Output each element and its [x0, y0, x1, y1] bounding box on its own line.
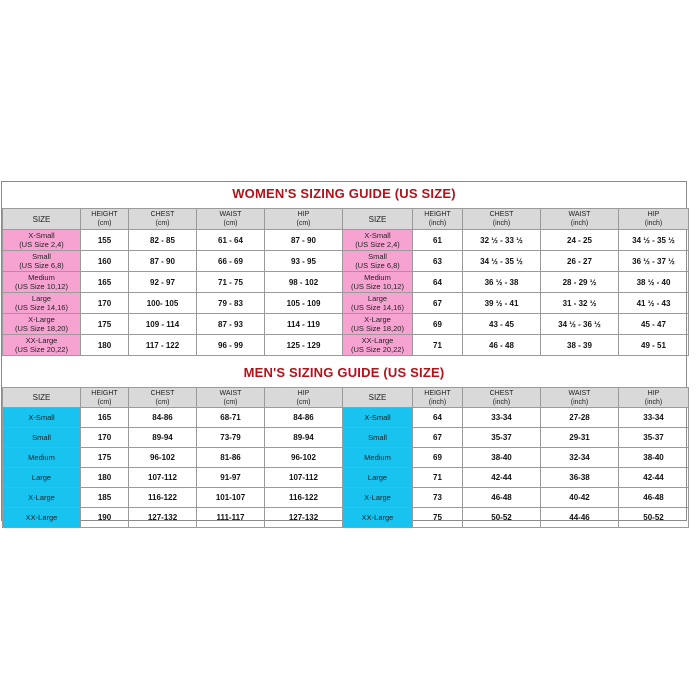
- hip-in-cell: 49 - 51: [619, 335, 689, 356]
- height-cm-cell: 155: [81, 230, 129, 251]
- womens-sizing-table: [2, 208, 689, 356]
- waist-cm-cell: 73-79: [197, 428, 265, 448]
- size-label: Large: [3, 468, 81, 488]
- waist-cm-cell: 87 - 93: [197, 314, 265, 335]
- hip-in-cell: 36 ½ - 37 ½: [619, 251, 689, 272]
- waist-cm-cell: 96 - 99: [197, 335, 265, 356]
- col-header-size-2: SIZE: [343, 209, 413, 230]
- col-header-waist-in: WAIST (inch): [541, 209, 619, 230]
- col-header-waist-cm: WAIST (cm): [197, 388, 265, 408]
- waist-in-cell: 28 - 29 ½: [541, 272, 619, 293]
- size-label: X-Small (US Size 2,4): [343, 230, 413, 251]
- waist-in-cell: 32-34: [541, 448, 619, 468]
- chest-cm-cell: 127-132: [129, 508, 197, 528]
- chest-in-cell: 33-34: [463, 408, 541, 428]
- chest-in-cell: 36 ½ - 38: [463, 272, 541, 293]
- size-label: X-Small (US Size 2,4): [3, 230, 81, 251]
- table-row: [3, 488, 689, 508]
- height-cm-cell: 165: [81, 272, 129, 293]
- chest-in-cell: 32 ½ - 33 ½: [463, 230, 541, 251]
- col-header-height-in: HEIGHT (inch): [413, 209, 463, 230]
- hip-cm-cell: 116-122: [265, 488, 343, 508]
- table-row: [3, 428, 689, 448]
- height-in-cell: 69: [413, 448, 463, 468]
- waist-cm-cell: 91-97: [197, 468, 265, 488]
- hip-cm-cell: 93 - 95: [265, 251, 343, 272]
- hip-cm-cell: 107-112: [265, 468, 343, 488]
- col-header-chest-in: CHEST (inch): [463, 388, 541, 408]
- size-label: X-Small: [343, 408, 413, 428]
- sizing-guide-sheet: [1, 181, 687, 521]
- chest-in-cell: 38-40: [463, 448, 541, 468]
- hip-in-cell: 42-44: [619, 468, 689, 488]
- chest-cm-cell: 116-122: [129, 488, 197, 508]
- size-label: XX-Large (US Size 20,22): [3, 335, 81, 356]
- waist-in-cell: 38 - 39: [541, 335, 619, 356]
- chest-cm-cell: 109 - 114: [129, 314, 197, 335]
- hip-cm-cell: 125 - 129: [265, 335, 343, 356]
- height-in-cell: 64: [413, 408, 463, 428]
- womens-sizing-title: WOMEN'S SIZING GUIDE (US SIZE): [232, 186, 456, 201]
- height-in-cell: 64: [413, 272, 463, 293]
- height-in-cell: 67: [413, 428, 463, 448]
- height-cm-cell: 180: [81, 468, 129, 488]
- chest-cm-cell: 92 - 97: [129, 272, 197, 293]
- height-in-cell: 75: [413, 508, 463, 528]
- col-header-chest-in: CHEST (inch): [463, 209, 541, 230]
- size-label: Small (US Size 6,8): [343, 251, 413, 272]
- waist-cm-cell: 71 - 75: [197, 272, 265, 293]
- chest-cm-cell: 84-86: [129, 408, 197, 428]
- size-label: Large (US Size 14,16): [343, 293, 413, 314]
- waist-in-cell: 29-31: [541, 428, 619, 448]
- table-row: [3, 251, 689, 272]
- hip-cm-cell: 89-94: [265, 428, 343, 448]
- waist-cm-cell: 66 - 69: [197, 251, 265, 272]
- table-row: [3, 408, 689, 428]
- col-header-size: SIZE: [3, 388, 81, 408]
- size-label: X-Small: [3, 408, 81, 428]
- col-header-height-cm: HEIGHT (cm): [81, 209, 129, 230]
- size-label: XX-Large: [3, 508, 81, 528]
- waist-in-cell: 24 - 25: [541, 230, 619, 251]
- chest-in-cell: 46-48: [463, 488, 541, 508]
- chest-cm-cell: 117 - 122: [129, 335, 197, 356]
- waist-cm-cell: 111-117: [197, 508, 265, 528]
- height-in-cell: 71: [413, 468, 463, 488]
- col-header-size: SIZE: [3, 209, 81, 230]
- height-in-cell: 69: [413, 314, 463, 335]
- size-label: X-Large: [3, 488, 81, 508]
- hip-in-cell: 33-34: [619, 408, 689, 428]
- size-label: XX-Large (US Size 20,22): [343, 335, 413, 356]
- height-cm-cell: 160: [81, 251, 129, 272]
- size-label: XX-Large: [343, 508, 413, 528]
- table-row: [3, 468, 689, 488]
- height-cm-cell: 170: [81, 293, 129, 314]
- table-row: [3, 508, 689, 528]
- waist-cm-cell: 61 - 64: [197, 230, 265, 251]
- hip-in-cell: 50-52: [619, 508, 689, 528]
- table-row: [3, 230, 689, 251]
- table-row: [3, 272, 689, 293]
- table-row: [3, 448, 689, 468]
- size-label: Medium: [3, 448, 81, 468]
- hip-cm-cell: 114 - 119: [265, 314, 343, 335]
- hip-cm-cell: 98 - 102: [265, 272, 343, 293]
- chest-in-cell: 50-52: [463, 508, 541, 528]
- mens-sizing-title: MEN'S SIZING GUIDE (US SIZE): [243, 365, 445, 380]
- table-row: [3, 314, 689, 335]
- chest-cm-cell: 100- 105: [129, 293, 197, 314]
- chest-cm-cell: 82 - 85: [129, 230, 197, 251]
- size-label: Medium: [343, 448, 413, 468]
- col-header-hip-in: HIP (inch): [619, 388, 689, 408]
- height-in-cell: 71: [413, 335, 463, 356]
- chest-in-cell: 34 ½ - 35 ½: [463, 251, 541, 272]
- size-label: X-Large (US Size 18,20): [3, 314, 81, 335]
- table-row: [3, 335, 689, 356]
- chest-in-cell: 39 ½ - 41: [463, 293, 541, 314]
- waist-in-cell: 26 - 27: [541, 251, 619, 272]
- height-cm-cell: 170: [81, 428, 129, 448]
- height-cm-cell: 175: [81, 448, 129, 468]
- col-header-hip-cm: HIP (cm): [265, 209, 343, 230]
- hip-cm-cell: 96-102: [265, 448, 343, 468]
- waist-in-cell: 27-28: [541, 408, 619, 428]
- hip-in-cell: 38 ½ - 40: [619, 272, 689, 293]
- waist-cm-cell: 101-107: [197, 488, 265, 508]
- waist-in-cell: 40-42: [541, 488, 619, 508]
- chest-in-cell: 46 - 48: [463, 335, 541, 356]
- hip-cm-cell: 84-86: [265, 408, 343, 428]
- waist-cm-cell: 79 - 83: [197, 293, 265, 314]
- waist-in-cell: 44-46: [541, 508, 619, 528]
- hip-in-cell: 38-40: [619, 448, 689, 468]
- table-row: [3, 293, 689, 314]
- waist-cm-cell: 81-86: [197, 448, 265, 468]
- chest-cm-cell: 87 - 90: [129, 251, 197, 272]
- height-in-cell: 73: [413, 488, 463, 508]
- chest-cm-cell: 89-94: [129, 428, 197, 448]
- size-label: X-Large: [343, 488, 413, 508]
- chest-cm-cell: 96-102: [129, 448, 197, 468]
- col-header-waist-cm: WAIST (cm): [197, 209, 265, 230]
- height-in-cell: 61: [413, 230, 463, 251]
- waist-in-cell: 36-38: [541, 468, 619, 488]
- col-header-hip-in: HIP (inch): [619, 209, 689, 230]
- hip-in-cell: 45 - 47: [619, 314, 689, 335]
- chest-cm-cell: 107-112: [129, 468, 197, 488]
- col-header-waist-in: WAIST (inch): [541, 388, 619, 408]
- chest-in-cell: 35-37: [463, 428, 541, 448]
- height-cm-cell: 165: [81, 408, 129, 428]
- hip-cm-cell: 127-132: [265, 508, 343, 528]
- hip-in-cell: 35-37: [619, 428, 689, 448]
- size-label: Large (US Size 14,16): [3, 293, 81, 314]
- chest-in-cell: 42-44: [463, 468, 541, 488]
- size-label: Medium (US Size 10,12): [343, 272, 413, 293]
- height-cm-cell: 175: [81, 314, 129, 335]
- womens-header-row: [3, 209, 689, 230]
- height-in-cell: 67: [413, 293, 463, 314]
- waist-in-cell: 31 - 32 ½: [541, 293, 619, 314]
- size-label: X-Large (US Size 18,20): [343, 314, 413, 335]
- size-label: Large: [343, 468, 413, 488]
- hip-cm-cell: 105 - 109: [265, 293, 343, 314]
- hip-in-cell: 41 ½ - 43: [619, 293, 689, 314]
- col-header-hip-cm: HIP (cm): [265, 388, 343, 408]
- size-label: Small: [3, 428, 81, 448]
- col-header-height-in: HEIGHT (inch): [413, 388, 463, 408]
- height-in-cell: 63: [413, 251, 463, 272]
- col-header-height-cm: HEIGHT (cm): [81, 388, 129, 408]
- waist-in-cell: 34 ½ - 36 ½: [541, 314, 619, 335]
- col-header-chest-cm: CHEST (cm): [129, 388, 197, 408]
- hip-in-cell: 46-48: [619, 488, 689, 508]
- hip-cm-cell: 87 - 90: [265, 230, 343, 251]
- size-label: Small: [343, 428, 413, 448]
- height-cm-cell: 185: [81, 488, 129, 508]
- col-header-chest-cm: CHEST (cm): [129, 209, 197, 230]
- hip-in-cell: 34 ½ - 35 ½: [619, 230, 689, 251]
- waist-cm-cell: 68-71: [197, 408, 265, 428]
- height-cm-cell: 180: [81, 335, 129, 356]
- height-cm-cell: 190: [81, 508, 129, 528]
- size-label: Small (US Size 6,8): [3, 251, 81, 272]
- mens-sizing-table: [2, 387, 689, 528]
- col-header-size-2: SIZE: [343, 388, 413, 408]
- mens-header-row: [3, 388, 689, 408]
- size-label: Medium (US Size 10,12): [3, 272, 81, 293]
- chest-in-cell: 43 - 45: [463, 314, 541, 335]
